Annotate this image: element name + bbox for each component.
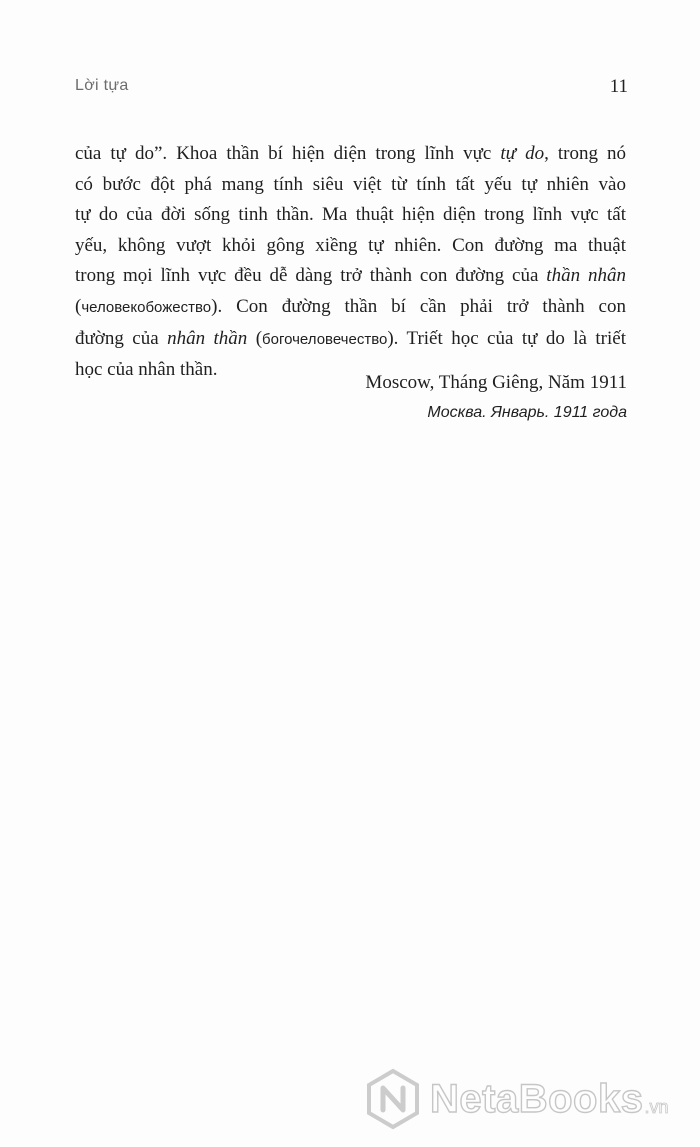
running-head: Lời tựa [75, 77, 129, 94]
signature-russian: Москва. Январь. 1911 года [427, 404, 627, 421]
text-run: ). Con đường thần bí cần phải trở thành con [211, 295, 626, 317]
watermark-suffix: .vn [644, 1097, 669, 1117]
text-run: , trong nó [544, 143, 626, 164]
watermark-brand: NetaBooks [430, 1076, 644, 1121]
italic-term-nhan-than: nhân thần [167, 327, 248, 349]
text-run: ). Triết học của tự do là triết [387, 327, 626, 349]
italic-term-than-nhan: thần nhân [546, 265, 626, 287]
text-line-3: tự do của đời sống tinh thần. Ma thuật hiện diện trong lĩnh vực tất [75, 204, 626, 226]
text-line-4: yếu, không vượt khỏi gông xiềng tự nhiên. Con đường ma thuật [75, 234, 626, 256]
text-run: đường của [75, 327, 168, 349]
signature-block [365, 368, 627, 426]
text-run: ( [247, 327, 263, 349]
text-line-6 [75, 292, 626, 324]
watermark [362, 1068, 668, 1130]
italic-term-tu-do: tự do [500, 143, 545, 164]
text-run: của tự do”. Khoa thần bí hiện diện trong lĩnh vực [75, 143, 501, 164]
russian-term-chelovekobozhestvo: человекобожество [81, 298, 212, 316]
text-line-5 [75, 261, 626, 292]
page-number: 11 [609, 76, 628, 97]
text-line-8: học của nhân thần. [75, 359, 218, 381]
text-run: ( [75, 295, 82, 317]
text-line-7 [75, 324, 626, 356]
signature-vietnamese: Moscow, Tháng Giêng, Năm 1911 [365, 372, 627, 393]
russian-term-bogochelovechestvo: богочеловечество [262, 330, 388, 348]
body-paragraph [75, 139, 626, 386]
text-run: trong mọi lĩnh vực đều dễ dàng trở thành con đường của [75, 265, 547, 287]
text-line-1 [75, 139, 626, 170]
netabooks-n-logo-icon [362, 1068, 424, 1130]
text-line-2: có bước đột phá mang tính siêu việt từ tính tất yếu tự nhiên vào [75, 173, 626, 195]
